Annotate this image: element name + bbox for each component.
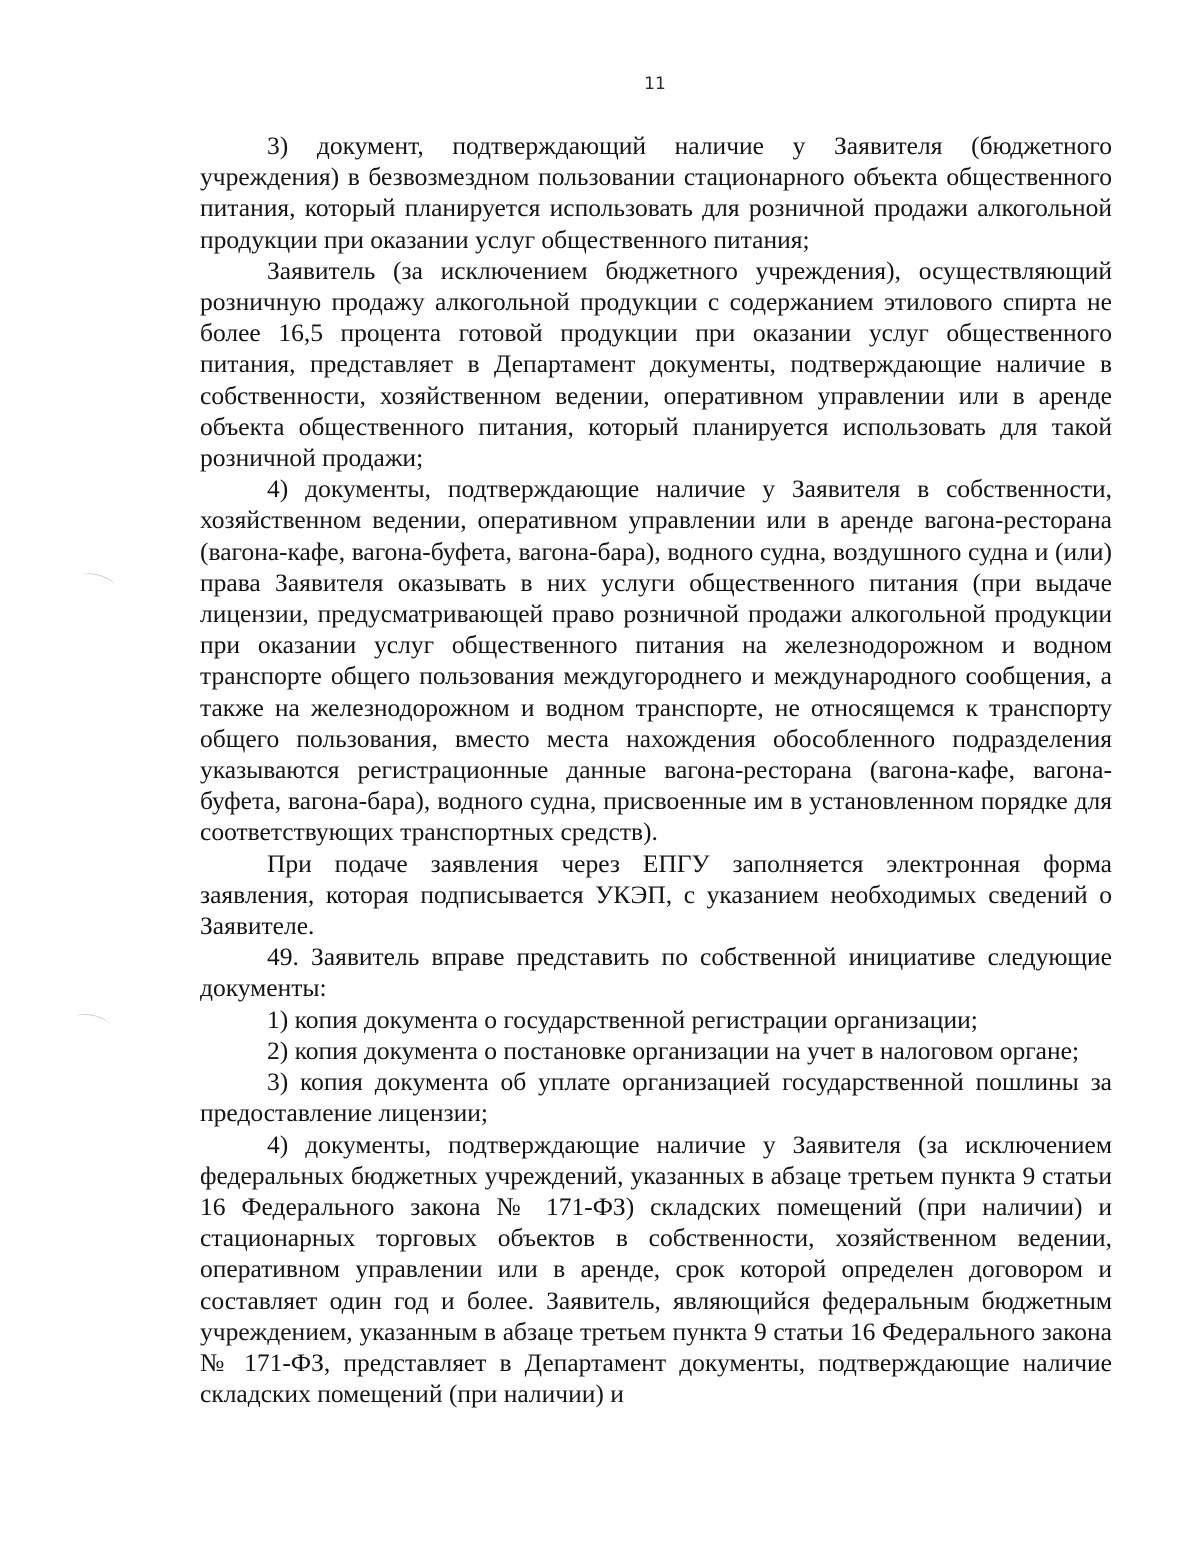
paragraph-list-item-3: 3) копия документа об уплате организацией государственной пошлины за предоставление лицензии; (200, 1067, 1112, 1128)
paragraph-section-49: 49. Заявитель вправе представить по собственной инициативе следующие документы: (200, 942, 1112, 1003)
scan-artifact-mark (81, 570, 117, 593)
paragraph-list-item-1: 1) копия документа о государственной регистрации организации; (267, 1004, 978, 1034)
document-body (200, 130, 1112, 1409)
scan-artifact-mark (75, 1011, 111, 1032)
paragraph-applicant-beer-retail: Заявитель (за исключением бюджетного учреждения), осуществляющий розничную продажу алкогольной продукции с содержанием этилового спирта не более 16,5 процента готовой продукции при оказании услуг общественного питания, представляет в Департамент документы, подтверждающие наличие в собственности, хозяйственном ведении, оперативном управлении или в аренде объекта общественного питания, который планируется использовать для такой розничной продажи; (200, 255, 1112, 473)
paragraph-list-item-4: 4) документы, подтверждающие наличие у Заявителя (за исключением федеральных бюджетных учреждений, указанных в абзаце третьем пункта 9 статьи 16 Федерального закона № 171-ФЗ) складских помещений (при наличии) и стационарных торговых объектов в собственности, хозяйственном ведении, оперативном управлении или в аренде, срок которой определен договором и составляет один год и более. Заявитель, являющийся федеральным бюджетным учреждением, указанным в абзаце третьем пункта 9 статьи 16 Федерального закона № 171-ФЗ, представляет в Департамент документы, подтверждающие наличие складских помещений (при наличии) и (200, 1129, 1112, 1409)
paragraph-item-4-transport: 4) документы, подтверждающие наличие у Заявителя в собственности, хозяйственном ведении, оперативном управлении или в аренде вагона-ресторана (вагона-кафе, вагона-буфета, вагона-бара), водного судна, воздушного судна и (или) права Заявителя оказывать в них услуги общественного питания (при выдаче лицензии, предусматривающей право розничной продажи алкогольной продукции при оказании услуг общественного питания на железнодорожном и водном транспорте общего пользования междугороднего и международного сообщения, а также на железнодорожном и водном транспорте, не относящемся к транспорту общего пользования, вместо места нахождения обособленного подразделения указываются регистрационные данные вагона-ресторана (вагона-кафе, вагона-буфета, вагона-бара), водного судна, присвоенные им в установленном порядке для соответствующих транспортных средств). (200, 474, 1112, 847)
paragraph-list-item-2: 2) копия документа о постановке организации на учет в налоговом органе; (267, 1035, 1080, 1065)
paragraph-item-3-free-use: 3) документ, подтверждающий наличие у Заявителя (бюджетного учреждения) в безвозмездном пользовании стационарного объекта общественного питания, который планируется использовать для розничной продажи алкогольной продукции при оказании услуг общественного питания; (200, 131, 1112, 254)
paragraph-epgu-submission: При подаче заявления через ЕПГУ заполняется электронная форма заявления, которая подписывается УКЭП, с указанием необходимых сведений о Заявителе. (200, 848, 1112, 941)
page-number: 11 (644, 74, 666, 94)
